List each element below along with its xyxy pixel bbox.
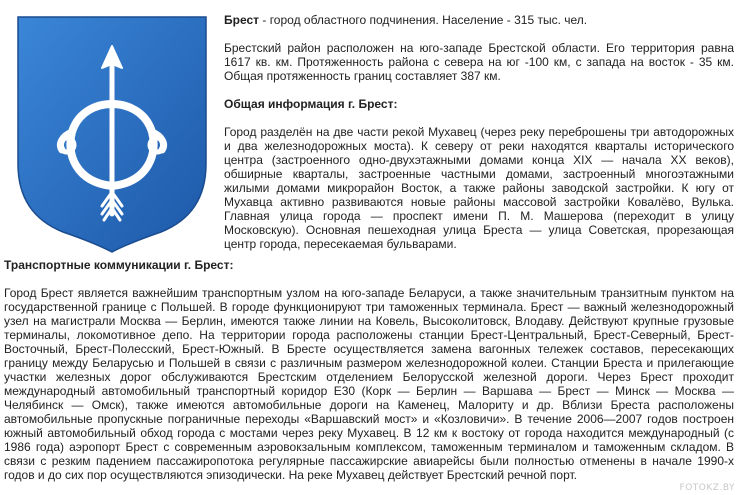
intro-paragraph [224,13,734,27]
city-name: Брест [224,13,260,27]
general-info-paragraph: Город разделён на две части рекой Мухавец (через реку переброшены три автодорожных и два железнодорожных моста). К северу от реки находятся кварталы исторического центра (застроенного одно-двухэтажными домами конца XIX — начала XX веков), обширные кварталы, застроенные частными домами, застроенный многоэтажными жилыми домами микрорайон Восток, а также районы заводской застройки. К югу от Мухавца активно развиваются новые районы массовой застройки Ковалёво, Вулька. Главная улица города — проспект имени П. М. Машерова (переходит в улицу Московскую). Основная пешеходная улица Бреста — улица Советская, прорезающая центр города, пересекаемая бульварами. [224,125,734,251]
district-paragraph: Брестский район расположен на юго-западе Брестской области. Его территория равна 1617 кв. км. Протяженность района с севера на юг -100 км, с запада на восток - 35 км. Общая протяженность границ составляет 387 км. [224,41,734,83]
general-info-heading: Общая информация г. Брест: [224,97,398,111]
transport-heading: Транспортные коммуникации г. Брест: [4,258,234,272]
intro-text: - город областного подчинения. Население - 315 тыс. чел. [259,13,588,27]
watermark: FOTOKZ.BY [679,483,735,493]
transport-paragraph: Город Брест является важнейшим транспортным узлом на юго-западе Беларуси, а также значительным транзитным пунктом на государственной границе с Польшей. В городе функционируют три таможенных терминала. Брест — важный железнодорожный узел на магистрали Москва — Берлин, имеются также линии на Ковель, Высоколитовск, Влодаву. Действуют крупные грузовые терминалы, локомотивное депо. На территории города расположены станции Брест-Центральный, Брест-Северный, Брест-Восточный, Брест-Полесский, Брест-Южный. В Бресте осуществляется замена вагонных тележек составов, пересекающих границу между Беларусью и Польшей в связи с различным размером железнодорожной колеи. Станции Бреста и прилегающие участки железных дорог обслуживаются Брестским отделением Белорусской железной дороги. Через Брест проходит международный автомобильный транспортный коридор Е30 (Корк — Берлин — Варшава — Брест — Минск — Москва — Челябинск — Омск), также имеются автомобильные дороги на Каменец, Малориту и др. Вблизи Бреста расположены автомобильные пропускные пограничные переходы «Варшавский мост» и «Козловичи». В течение 2006—2007 годов построен южный автомобильный обход города с мостами через реку Мухавец. В 12 км к востоку от города находится международный (с 1986 года) аэропорт Брест с современным аэровокзальным комплексом, таможенным терминалом и таможенным складом. В связи с резким падением пассажиропотока регулярные пассажирские авиарейсы были полностью отменены в начале 1990-х годов и до сих пор осуществляются эпизодически. На реке Мухавец действует Брестский речной порт. [4,286,734,482]
coat-of-arms-image [14,14,210,254]
transport-section [4,258,734,482]
right-text-column [224,13,734,251]
